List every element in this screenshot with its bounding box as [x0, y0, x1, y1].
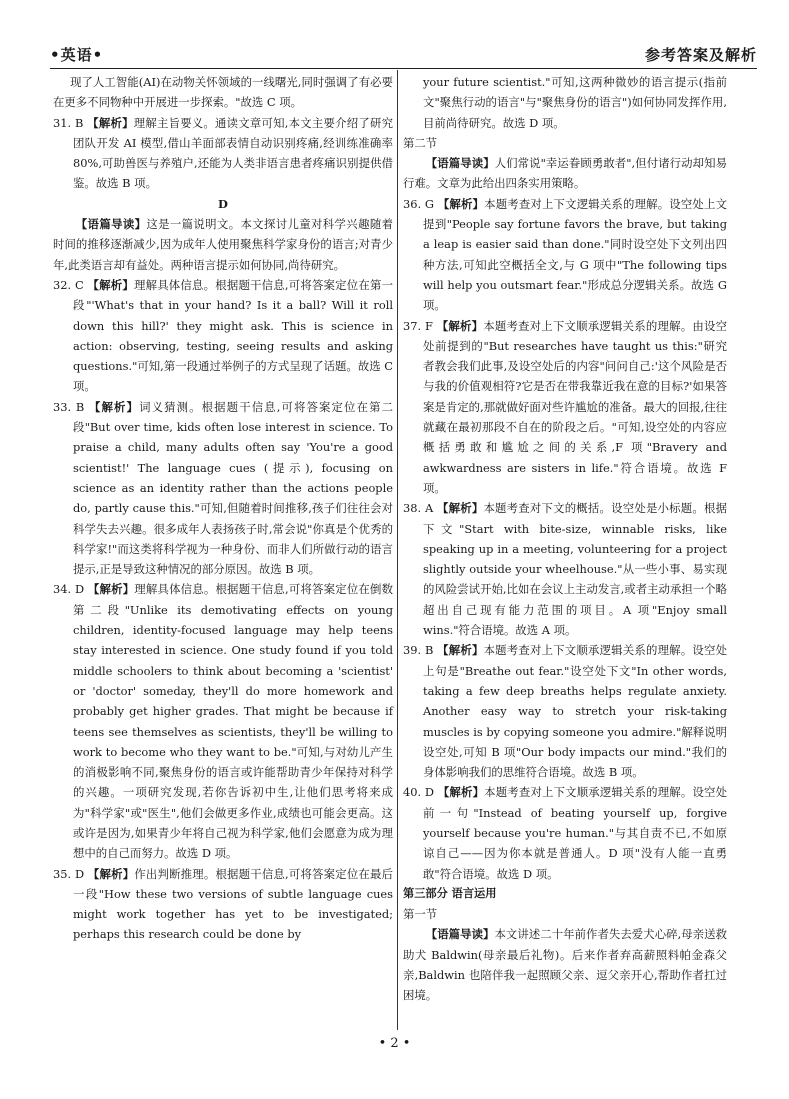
subject-label: •英语• — [50, 46, 104, 64]
continued-text-35: your future scientist."可知,这两种微妙的语言提示(指前文"聚焦行动的语言"与"聚焦身份的语言")如何协同发挥作用,目前尚待研究。故选 D 项。 — [423, 75, 727, 130]
header-title: 参考答案及解析 — [644, 46, 757, 64]
part-3-heading: 第三部分 语言运用 — [403, 886, 497, 900]
answer-31: 31. B 【解析】理解主旨要义。通读文章可知,本文主要介绍了研究团队开发 AI 模型,借山羊面部表情自动识别疼痛,经训练准确率 80%,可助兽医与养殖户,还能为人类非语言患者疼痛识别提供借鉴。故选 B 项。 — [53, 115, 394, 191]
right-column — [403, 72, 727, 1006]
section-2-heading: 第二节 — [403, 135, 438, 150]
guide-section-2: 【语篇导读】人们常说"幸运眷顾勇敢者",但付诸行动却知易行难。文章为此给出四条实用策略。 — [403, 156, 727, 191]
section-1-heading: 第一节 — [403, 907, 438, 922]
answer-35: 35. D 【解析】作出判断推理。根据题干信息,可将答案定位在最后一段"How these two versions of subtle language cues might work together has yet to be investigated; perhaps this research could be done by — [53, 866, 393, 942]
answer-36: 36. G 【解析】本题考查对上下文逻辑关系的理解。设空处上文提到"People say fortune favors the brave, but taking a leap is easier said than done."同时设空处下文列出四种方法,可知此空概括全文,与 G 项中"The following tips will help you outsmart fear."形成总分逻辑关系。故选 G 项。 — [403, 196, 727, 313]
left-column — [53, 72, 393, 945]
answer-39: 39. B 【解析】本题考查对上下文顺承逻辑关系的理解。设空处上句是"Breathe out fear."设空处下文"In other words, taking a few deep breaths helps regulate anxiety. Another easy way to stretch your risk-taking muscles is by copying someone you admire."解释说明设空处,可知 B 项"Our body impacts our mind."我们的身体影响我们的思维符合语境。故选 B 项。 — [403, 643, 727, 780]
answer-32: 32. C 【解析】理解具体信息。根据题干信息,可将答案定位在第一段"'What's that in your hand? Is it a ball? Will it roll down this hill?' they might ask. This is science in action: observing, testing, seeing results and asking questions."可知,第一段通过举例子的方式呈现了话题。故选 C 项。 — [53, 277, 393, 394]
section-d-title: D — [218, 196, 228, 211]
continued-text: 现了人工智能(AI)在动物关怀领域的一线曙光,同时强调了有必要在更多不同物种中开展进一步探索。"故选 C 项。 — [53, 75, 393, 110]
page-number: • 2 • — [378, 1036, 411, 1051]
answer-34: 34. D 【解析】理解具体信息。根据题干信息,可将答案定位在倒数第二段"Unlike its demotivating effects on young children, identity-focused language may help teens stay interested in science. One study found if you told middle schoolers to think about becoming a 'scientist' or 'doctor' someday, they'll do more homework and probably get higher grades. That might be because if teens see themselves as scientists, they'll be willing to work to become who they want to be."可知,与对幼儿产生的消极影响不同,聚焦身份的语言或许能帮助青少年保持对科学的兴趣。一项研究发现,若你告诉初中生,让他们思考将来成为"科学家"或"医生",他们会做更多作业,成绩也可能会更高。这或许是因为,如果青少年将自己视为科学家,他们会愿意为成为理想中的自己而努力。故选 D 项。 — [53, 582, 393, 861]
header-rule — [50, 68, 757, 69]
column-divider — [397, 70, 398, 1030]
guide-d: 【语篇导读】这是一篇说明文。本文探讨儿童对科学兴趣随着时间的推移逐渐减少,因为成年人使用聚焦科学家身份的语言;对青少年,此类语言却有益处。两种语言提示如何协同,尚待研究。 — [53, 217, 393, 272]
answer-38: 38. A 【解析】本题考查对下文的概括。设空处是小标题。根据下文"Start with bite-size, winnable risks, like speaking up in a meeting, volunteering for a project slightly outside your wheelhouse."从一些小事、易实现的风险尝试开始,比如在会议上主动发言,或者主动承担一个略超出自己现有能力范围的项目。A 项"Enjoy small wins."符合语境。故选 A 项。 — [403, 501, 727, 638]
answer-37: 37. F 【解析】本题考查对上下文顺承逻辑关系的理解。由设空处前提到的"But researches have taught us this:"研究者教会我们此事,及设空处后的内容"问问自己:'这个风险是否与我的价值观相符?它是否在带我靠近我在意的目标?'如果答案是肯定的,那就做好面对些许尴尬的准备。最大的回报,往往就藏在最初那段不自在的阶段之后。"可知,设空处的内容应概括勇敢和尴尬之间的关系,F 项"Bravery and awkwardness are sisters in life."符合语境。故选 F 项。 — [403, 318, 727, 495]
page-header — [50, 44, 757, 70]
guide-part-3: 【语篇导读】本文讲述二十年前作者失去爱犬心碎,母亲送救助犬 Baldwin(母亲最后礼物)。后来作者弃高薪照料帕金森父亲,Baldwin 也陪伴我一起照顾父亲、逗父亲开心,帮助作者扛过困境。 — [403, 927, 727, 1003]
answer-33: 33. B 【解析】词义猜测。根据题干信息,可将答案定位在第二段"But over time, kids often lose interest in science. To praise a child, many adults often say 'You're a good scientist!' The language cues (提示), focusing on science as an identity rather than the actions people do, partly cause this."可知,但随着时间推移,孩子们往往会对科学失去兴趣。很多成年人表扬孩子时,常会说"你真是个优秀的科学家!"而这类将科学视为一种身份、而非人们所做行动的语言提示,正是导致这种情况的部分原因。故选 B 项。 — [53, 399, 393, 577]
answer-40: 40. D 【解析】本题考查对上下文顺承逻辑关系的理解。设空处前一句"Instead of beating yourself up, forgive yourself because you're human."与其自责不已,不如原谅自己——因为你本就是普通人。D 项"没有人能一直勇敢"符合语境。故选 D 项。 — [403, 785, 727, 881]
